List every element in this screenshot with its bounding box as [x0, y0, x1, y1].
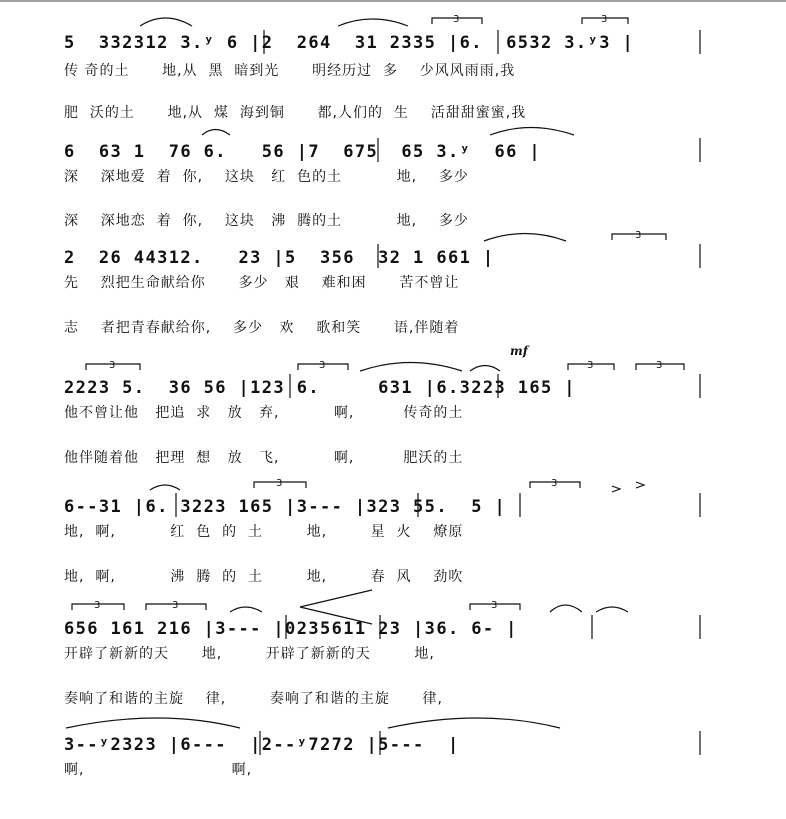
- triplet-number: 3: [656, 360, 663, 371]
- notes-line-2: 6 63 1 76 6. 56 |7 675 65 3.ʸ 66 |: [64, 142, 542, 162]
- lyrics-line-4-verse-2: 他伴随着他 把理 想 放 飞, 啊, 肥沃的土: [64, 450, 464, 466]
- slur: [388, 718, 560, 728]
- slur: [484, 234, 566, 242]
- triplet-number: 3: [587, 360, 594, 371]
- triplet-number: 3: [453, 14, 460, 25]
- notes-line-7: 3--ʸ2323 |6--- |2--ʸ7272 |5--- |: [64, 735, 460, 755]
- lyrics-line-2-verse-2: 深 深地恋 着 你, 这块 沸 腾的土 地, 多少: [64, 213, 469, 229]
- slur: [550, 605, 582, 612]
- slur: [596, 607, 628, 612]
- accent-mark: [612, 486, 620, 492]
- lyrics-line-4-verse-1: 他不曾让他 把追 求 放 弃, 啊, 传奇的土: [64, 405, 464, 421]
- lyrics-line-3-verse-1: 先 烈把生命献给你 多少 艰 难和困 苦不曾让: [64, 275, 460, 291]
- slur: [202, 130, 230, 136]
- notes-line-3: 2 26 44312. 23 |5 356 32 1 661 |: [64, 248, 495, 268]
- lyrics-line-1-verse-1: 传 奇的土 地,从 黑 暗到光 明经历过 多 少风风雨雨,我: [64, 63, 516, 79]
- triplet-number: 3: [94, 600, 101, 611]
- slur: [490, 128, 574, 136]
- triplet-number: 3: [276, 478, 283, 489]
- notes-line-4: 2223 5. 36 56 |123 6. 631 |6.3223 165 |: [64, 378, 576, 398]
- lyrics-line-3-verse-2: 志 者把青春献给你, 多少 欢 歌和笑 语,伴随着: [64, 320, 460, 336]
- lyrics-line-6-verse-2: 奏响了和谐的主旋 律, 奏响了和谐的主旋 律,: [64, 691, 444, 707]
- slur: [66, 718, 240, 728]
- triplet-number: 3: [109, 360, 116, 371]
- hairpin: [300, 590, 372, 624]
- triplet-number: 3: [601, 14, 608, 25]
- triplet-number: 3: [172, 600, 179, 611]
- slur: [230, 607, 262, 612]
- notes-line-5: 6--31 |6. 3223 165 |3--- |323 55. 5 |: [64, 497, 507, 517]
- lyrics-line-5-verse-1: 地, 啊, 红 色 的 土 地, 星 火 燎原: [64, 524, 464, 540]
- triplet-number: 3: [635, 230, 642, 241]
- accent-mark: [636, 482, 644, 488]
- notes-line-1: 5 332312 3.ʸ 6 |2 264 31 2335 |6. 6532 3.ʸ3 |: [64, 33, 635, 53]
- slur: [470, 366, 500, 372]
- triplet-number: 3: [551, 478, 558, 489]
- notes-line-6: 656 161 216 |3--- |0235611 23 |36. 6- |: [64, 619, 518, 639]
- dynamic-mf: mf: [510, 344, 528, 358]
- slur: [360, 363, 462, 372]
- triplet-number: 3: [319, 360, 326, 371]
- slur: [338, 19, 408, 26]
- slur: [150, 485, 180, 490]
- lyrics-line-1-verse-2: 肥 沃的土 地,从 煤 海到铜 都,人们的 生 活甜甜蜜蜜,我: [64, 105, 527, 121]
- slur: [140, 18, 192, 26]
- lyrics-line-7-verse-1: 啊, 啊,: [64, 762, 253, 778]
- lyrics-line-5-verse-2: 地, 啊, 沸 腾 的 土 地, 春 风 劲吹: [64, 569, 464, 585]
- lyrics-line-2-verse-1: 深 深地爱 着 你, 这块 红 色的土 地, 多少: [64, 169, 469, 185]
- lyrics-line-6-verse-1: 开辟了新新的天 地, 开辟了新新的天 地,: [64, 646, 435, 662]
- triplet-number: 3: [491, 600, 498, 611]
